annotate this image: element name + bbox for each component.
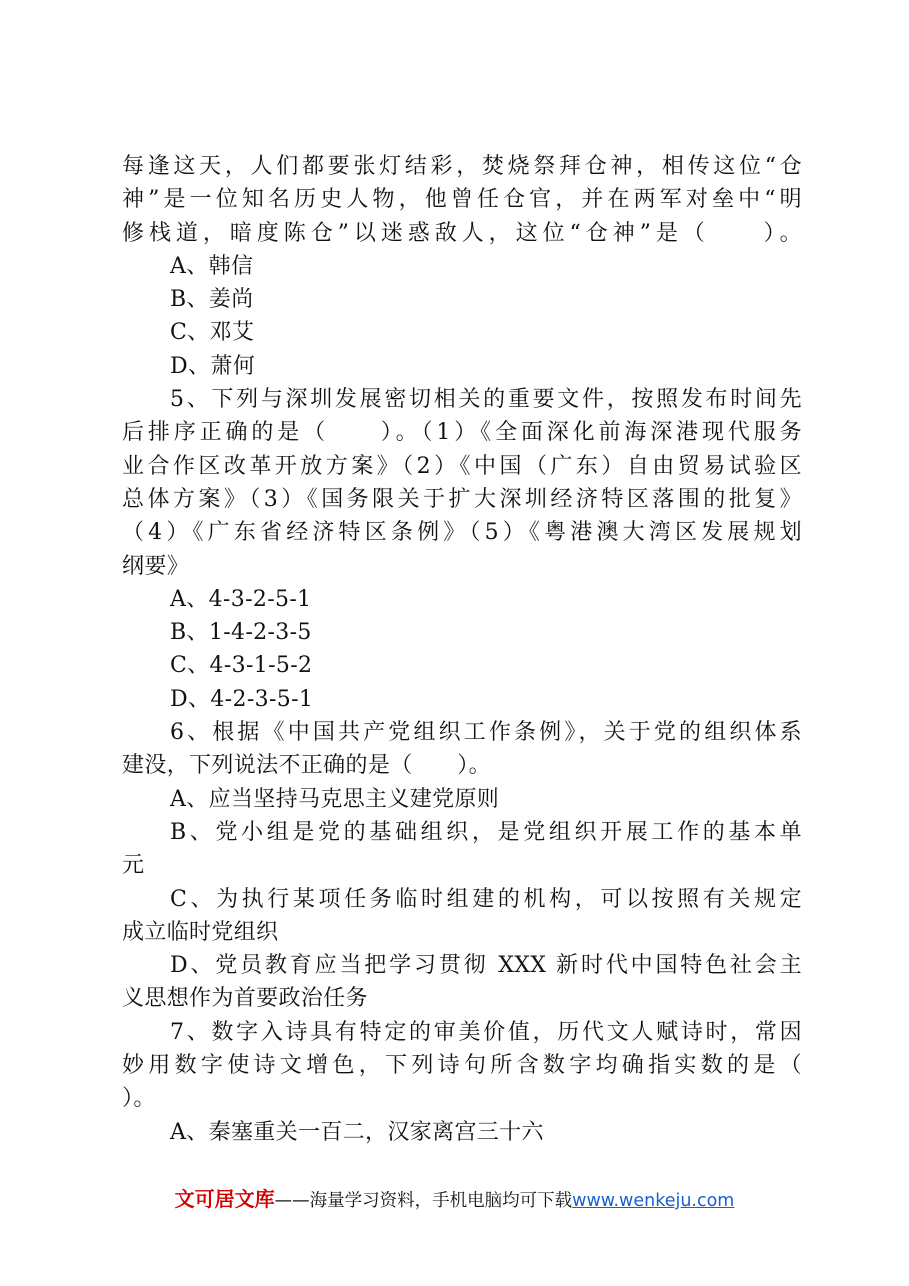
option-a: A、秦塞重关一百二，汉家离宫三十六 (170, 1119, 544, 1145)
option-b: B、党小组是党的基础组织，是党组织开展工作的基本单 (170, 819, 802, 845)
text-line: ）。 (122, 1086, 156, 1112)
option-a: A、韩信 (170, 253, 254, 279)
footer-tagline: ——海量学习资料，手机电脑均可下载 (274, 1191, 573, 1211)
option-b: B、姜尚 (170, 287, 254, 313)
text-line: 妙用数字使诗文增色，下列诗句所含数字均确指实数的是（ (122, 1053, 802, 1079)
text-line: 义思想作为首要政治任务 (122, 986, 368, 1012)
option-d: D、萧何 (170, 353, 256, 379)
document-body (122, 150, 802, 1149)
footer-banner (0, 1183, 909, 1212)
option-c: C、为执行某项任务临时组建的机构，可以按照有关规定 (170, 886, 802, 912)
text-line: 元 (122, 853, 145, 879)
text-line: 总体方案》（3）《国务限关于扩大深圳经济特区落围的批复》 (122, 486, 802, 512)
text-line: 神”是一位知名历史人物，他曾任仓官，并在两军对垒中“明 (122, 187, 802, 213)
question-7: 7、数字入诗具有特定的审美价值，历代文人赋诗时，常因 (170, 1019, 802, 1045)
question-5: 5、下列与深圳发展密切相关的重要文件，按照发布时间先 (170, 387, 802, 413)
text-line: 纲要》 (122, 553, 190, 579)
option-c: C、4-3-1-5-2 (170, 653, 313, 679)
text-line: 修栈道，暗度陈仓”以迷惑敌人，这位“仓神”是（ ）。 (122, 220, 802, 246)
option-d: D、4-2-3-5-1 (170, 686, 314, 712)
brand-name: 文可居文库 (174, 1187, 275, 1211)
option-d: D、党员教育应当把学习贯彻 XXX 新时代中国特色社会主 (170, 953, 802, 979)
question-6: 6、根据《中国共产党组织工作条例》，关于党的组织体系 (170, 720, 802, 746)
text-line: 每逢这天，人们都要张灯结彩，焚烧祭拜仓神，相传这位“仓 (122, 154, 802, 179)
option-c: C、邓艾 (170, 320, 255, 346)
option-a: A、4-3-2-5-1 (170, 586, 312, 612)
text-line: 后排序正确的是（ ）。（1）《全面深化前海深港现代服务 (122, 420, 802, 446)
text-line: 成立临时党组织 (122, 919, 279, 945)
text-line: 建没，下列说法不正确的是（ ）。 (122, 753, 491, 779)
text-line: （4）《广东省经济特区条例》（5）《粤港澳大湾区发展规划 (122, 520, 802, 546)
text-line: 业合作区改革开放方案》（2）《中国（广东）自由贸易试验区 (122, 453, 802, 479)
option-b: B、1-4-2-3-5 (170, 620, 312, 646)
website-link[interactable]: www.wenkeju.com (572, 1191, 735, 1211)
option-a: A、应当坚持马克思主义建党原则 (170, 786, 500, 812)
